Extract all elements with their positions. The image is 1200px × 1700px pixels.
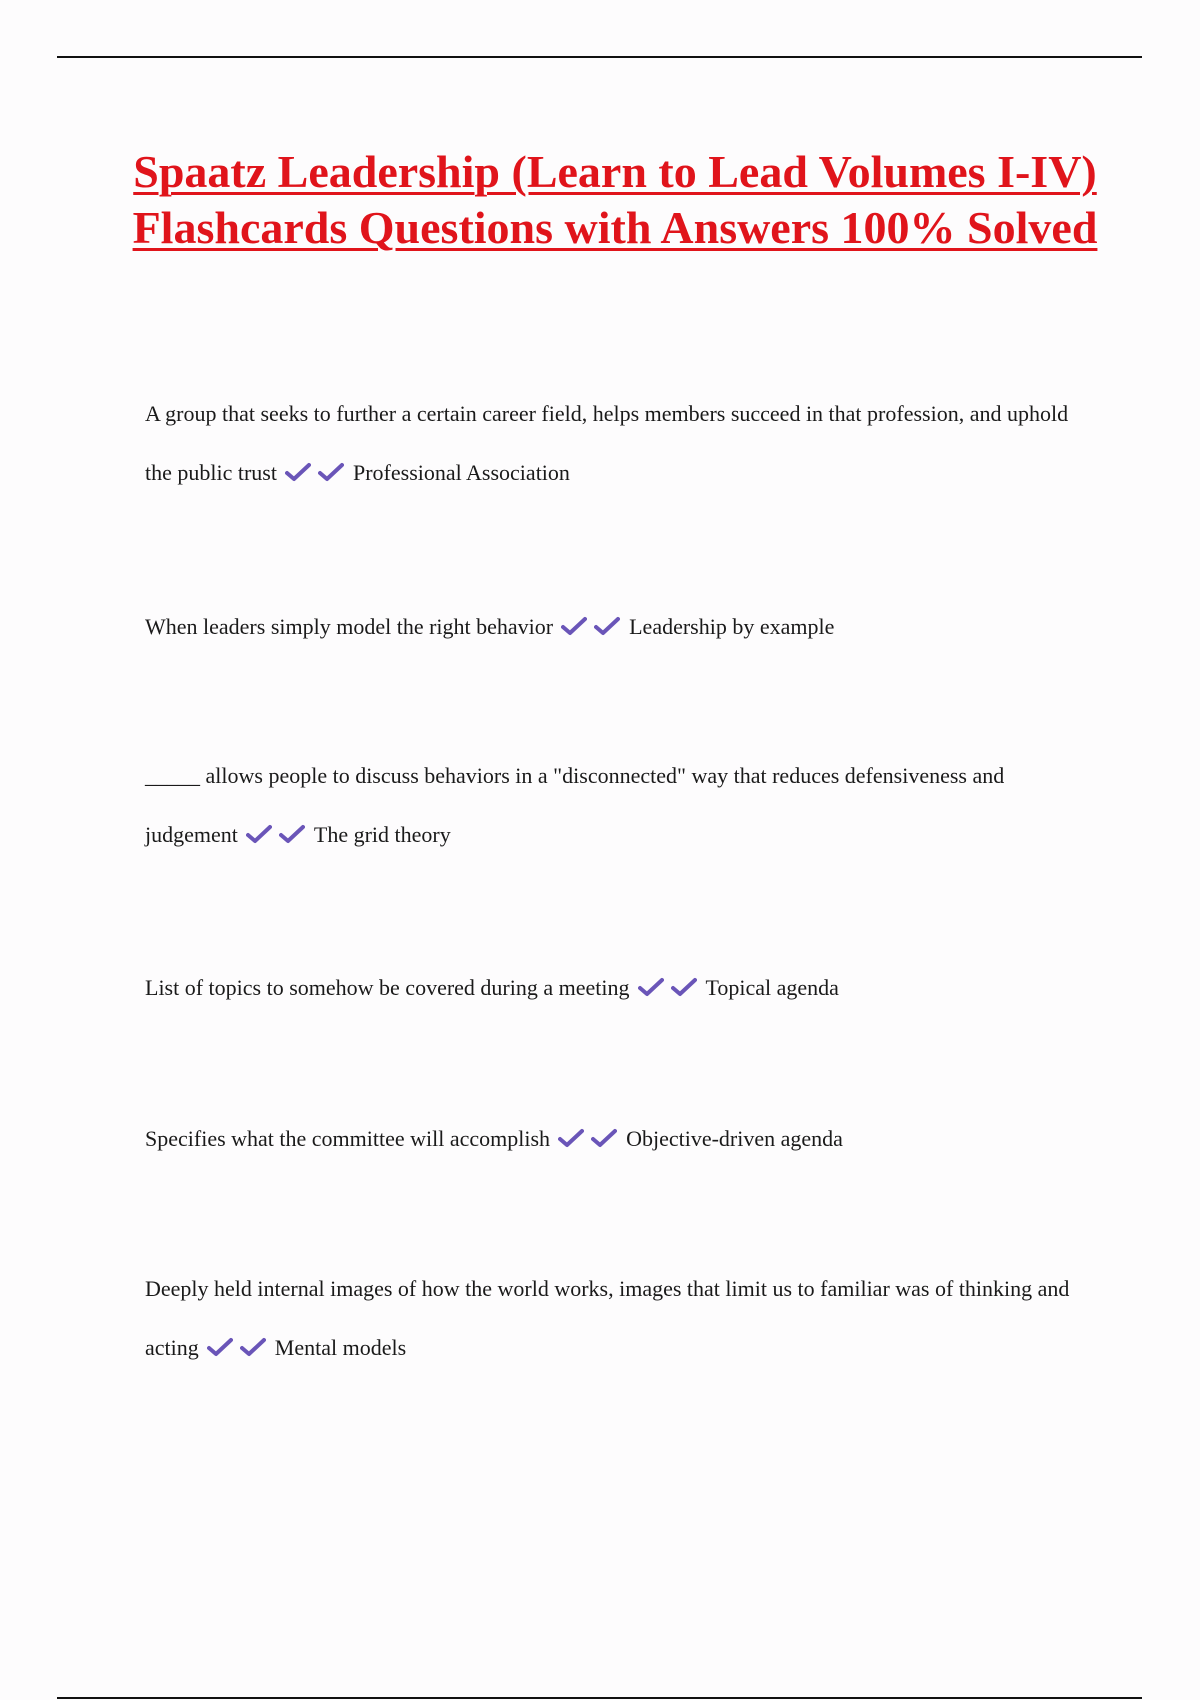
flashcard-1 — [145, 384, 1095, 504]
flashcard-answer: Professional Association — [352, 460, 570, 485]
flashcard-answer: Topical agenda — [705, 975, 839, 1000]
flashcard-question: When leaders simply model the right behavior — [145, 614, 554, 639]
flashcard-3 — [145, 746, 1095, 866]
flashcard-question: List of topics to somehow be covered during a meeting — [145, 975, 630, 1000]
flashcard-2 — [145, 597, 1095, 658]
answer-marker — [207, 1320, 273, 1379]
answer-marker — [285, 445, 351, 504]
flashcard-4 — [145, 958, 1095, 1019]
check-icon — [279, 824, 305, 844]
flashcard-6 — [145, 1259, 1095, 1379]
flashcard-answer: Leadership by example — [629, 614, 835, 639]
check-icon — [285, 462, 311, 482]
flashcard-answer: Mental models — [274, 1335, 407, 1360]
flashcard-5 — [145, 1109, 1095, 1170]
answer-marker — [558, 1111, 624, 1170]
bottom-rule — [57, 1697, 1142, 1699]
check-icon — [558, 1128, 584, 1148]
answer-marker — [638, 960, 704, 1019]
answer-marker — [561, 599, 627, 658]
check-icon — [594, 616, 620, 636]
document-title: Spaatz Leadership (Learn to Lead Volumes I-IV) Flashcards Questions with Answers 100% Solved — [132, 146, 1098, 253]
check-icon — [246, 824, 272, 844]
answer-marker — [246, 807, 312, 866]
flashcard-answer: The grid theory — [313, 822, 451, 847]
flashcard-question: Specifies what the committee will accomplish — [145, 1126, 551, 1151]
check-icon — [207, 1337, 233, 1357]
check-icon — [591, 1128, 617, 1148]
flashcard-question: A group that seeks to further a certain career field, helps members succeed in that profession, and uphold the public trust — [145, 401, 1069, 485]
check-icon — [318, 462, 344, 482]
flashcard-answer: Objective-driven agenda — [626, 1126, 843, 1151]
check-icon — [240, 1337, 266, 1357]
flashcard-question: _____ allows people to discuss behaviors in a "disconnected" way that reduces defensiveness and judgement — [145, 763, 1005, 847]
check-icon — [638, 977, 664, 997]
check-icon — [561, 616, 587, 636]
check-icon — [671, 977, 697, 997]
flashcard-question: Deeply held internal images of how the world works, images that limit us to familiar was of thinking and acting — [145, 1276, 1070, 1360]
top-rule — [57, 56, 1142, 58]
